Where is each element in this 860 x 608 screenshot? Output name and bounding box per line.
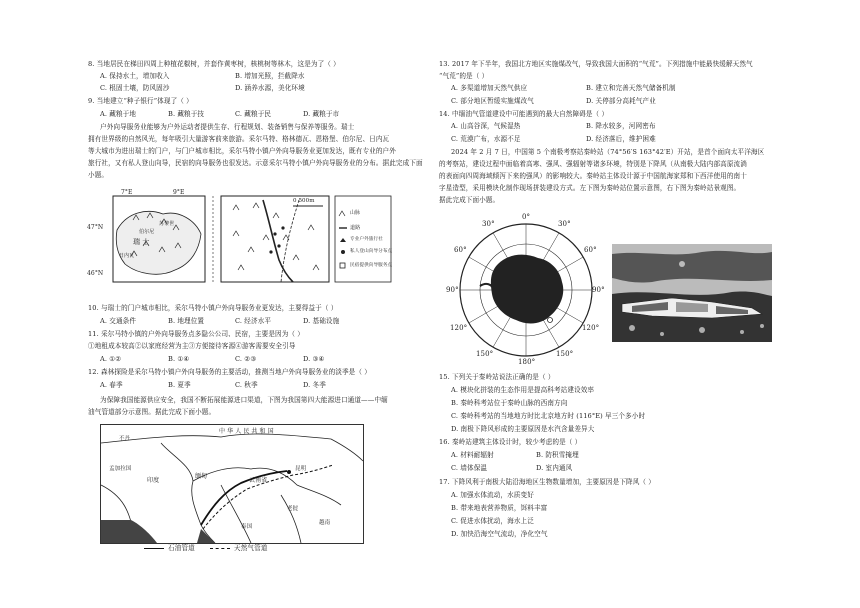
q12-option-c: C. 秋季 bbox=[235, 381, 258, 389]
antarctica-polar-map bbox=[446, 210, 606, 370]
q16-option-c: C. 墙体保温 bbox=[451, 464, 488, 472]
map1-lon-9e: 9°E bbox=[173, 189, 185, 196]
legend-homestay: 民宿提供向导服务点 bbox=[350, 263, 393, 268]
q13-stem-cont: “气荒”的是（ ） bbox=[439, 72, 489, 80]
map2-laos: 老挝 bbox=[287, 506, 299, 512]
q12-option-b: B. 夏季 bbox=[168, 381, 191, 389]
q10-option-b: B. 地理位置 bbox=[168, 317, 205, 325]
q14-option-a: A. 山高谷深，气候湿热 bbox=[451, 122, 521, 130]
q17-option-a: A. 加强水体流动，水质变好 bbox=[451, 491, 534, 499]
passage3-line2: 的考察站，建设过程中面临着高寒、强风、强辐射等诸多环境，特别是下降风（从南极大陆内部高原流淌 bbox=[439, 160, 747, 168]
q9-option-a: A. 藏粮于地 bbox=[100, 110, 137, 118]
q10-stem: 10. 与瑞士的门户城市相比，采尔马特小镇户外向导服务业更发达，主要得益于（ ） bbox=[88, 304, 338, 312]
q16-option-d: D. 室内通风 bbox=[536, 464, 573, 472]
passage1-line2: 拥有世界级的自然风光，每年吸引大量游客前来旅游。采尔马特、格林德瓦、恩格堡、伯尔尼、日内瓦 bbox=[88, 135, 390, 143]
q11-option-b: B. ①④ bbox=[168, 355, 190, 363]
map1-lon-7e: 7°E bbox=[121, 189, 133, 196]
q8-option-a: A. 保持水土，增加收入 bbox=[100, 72, 170, 80]
q11-stem: 11. 采尔马特小镇的户外向导服务点多隐公公司、民宿，主要是因为（ ） bbox=[88, 330, 304, 338]
q12-option-a: A. 春季 bbox=[100, 381, 123, 389]
q11-option-a: A. ①② bbox=[100, 355, 122, 363]
legend-oil-label: 石油管道 bbox=[168, 544, 195, 552]
passage3-line5: 据此完成下面小题。 bbox=[439, 196, 500, 204]
q11-option-c: C. ②③ bbox=[235, 355, 257, 363]
qinling-station-photo bbox=[612, 244, 772, 342]
q17-option-b: B. 带来地表营养物质，饵料丰富 bbox=[451, 504, 548, 512]
polar-label-0: 0° bbox=[522, 213, 531, 221]
passage1-line4: 旅行社，又有私人登山向导，民宿的向导服务也很发达。示意采尔马特小镇户外向导服务业的分布。据此完成下面 bbox=[88, 159, 423, 167]
q15-option-d: D. 南极下降风形成的主要原因是水汽含量差异大 bbox=[451, 425, 595, 433]
passage1-line5: 小题。 bbox=[88, 171, 109, 179]
q15-option-a: A. 模块化拼装的生态作用是提高科考站建设效率 bbox=[451, 386, 595, 394]
switzerland-map bbox=[87, 189, 393, 292]
q9-stem: 9. 当地建立“种子银行”体现了（ ） bbox=[88, 97, 193, 105]
map2-yunnan: 云南省 bbox=[249, 477, 268, 484]
q13-stem: 13. 2017 年下半年，我国北方地区实施煤改气，导致我国大面积的“气荒”。下列措施中能最快缓解天然气 bbox=[439, 60, 753, 68]
polar-label-60e: 60° bbox=[584, 246, 597, 254]
q16-stem: 16. 秦岭站建筑主体设计时，较少考虑的是（ ） bbox=[439, 438, 582, 446]
polar-label-150e: 150° bbox=[556, 350, 574, 358]
polar-label-150w: 150° bbox=[476, 350, 494, 358]
q14-stem: 14. 中缅油气管道建设中可能遇到的最大自然障碍是（ ） bbox=[439, 110, 609, 118]
polar-label-30e: 30° bbox=[558, 220, 571, 228]
q12-stem: 12. 森林探险是采尔马特小镇户外向导服务的主要活动，推测当地户外向导服务业的淡季是（ ） bbox=[88, 368, 371, 376]
q8-stem: 8. 当地居民在梯田四周上种植花椒树，并套作黄枣树，核桃树等林木，这是为了（ ） bbox=[88, 60, 340, 68]
q10-option-c: C. 经济水平 bbox=[235, 317, 272, 325]
q8-option-b: B. 增加光照，拦截降水 bbox=[235, 72, 305, 80]
q10-option-d: D. 基础设施 bbox=[303, 317, 340, 325]
polar-label-30w: 30° bbox=[482, 220, 495, 228]
legend-agency: 专业户外旅行社 bbox=[350, 237, 383, 242]
passage3-line1: 2024 年 2 月 7 日，中国第 5 个南极考察站秦岭站（74°56′S 163°42′E）开站，是首个面向太平洋海区 bbox=[451, 148, 765, 156]
q14-option-b: B. 降水较多，河网密布 bbox=[586, 122, 656, 130]
map1-scale: 0 500m bbox=[293, 198, 315, 204]
q11-choices: ①地租成本较高②以家庭经营为主③方便接待客源④游客需要安全引导 bbox=[88, 342, 296, 350]
map1-lat-47n: 47°N bbox=[87, 224, 104, 231]
q11-option-d: D. ③④ bbox=[303, 355, 325, 363]
passage3-line4: 字星造型，采用模块化制作现场拼装建设方式。左下图为秦岭站位置示意图，右下图为秦岭站景观图。 bbox=[439, 184, 741, 192]
map2-myanmar: 缅甸 bbox=[195, 473, 208, 480]
legend-road: 道路 bbox=[350, 225, 361, 231]
passage1-line3: 等大城市为进出瑞士的门户，与门户城市相比，采尔马特小镇户外向导服务业更加发达，既有专业的户外 bbox=[88, 147, 396, 155]
map2-thailand: 泰国 bbox=[241, 524, 253, 530]
map1-town-bern: 伯尔尼 bbox=[139, 229, 155, 235]
q17-option-c: C. 促进水体扰动，海水上泛 bbox=[451, 517, 534, 525]
q16-option-a: A. 材料耐辐射 bbox=[451, 451, 494, 459]
map1-country: 瑞 士 bbox=[133, 238, 150, 246]
map2-bangladesh: 孟加拉国 bbox=[109, 466, 132, 472]
q16-option-b: B. 防积雪掩埋 bbox=[536, 451, 579, 459]
q15-stem: 15. 下列关于秦岭站说法正确的是（ ） bbox=[439, 373, 555, 381]
q9-option-b: B. 藏粮于技 bbox=[168, 110, 205, 118]
q9-option-c: C. 藏粮于民 bbox=[235, 110, 272, 118]
q13-option-b: B. 建立和完善天然气储备机制 bbox=[586, 84, 676, 92]
map1-lat-46n: 46°N bbox=[87, 270, 104, 277]
q13-option-d: D. 关停部分高耗气产业 bbox=[586, 97, 656, 105]
q17-stem: 17. 下降风利于南极大陆沿海地区生物数量增加，主要原因是下降风（ ） bbox=[439, 478, 655, 486]
passage2-line2: 油气管道部分示意图。据此完成下面小题。 bbox=[88, 408, 216, 416]
polar-label-180: 180° bbox=[518, 358, 536, 366]
q9-option-d: D. 藏粮于市 bbox=[303, 110, 340, 118]
polar-label-120e: 120° bbox=[582, 324, 600, 332]
q8-option-c: C. 根固土壤，防风固沙 bbox=[100, 84, 170, 92]
q14-option-d: D. 经济落后，维护困难 bbox=[586, 135, 656, 143]
legend-mountain: 山脉 bbox=[350, 210, 361, 216]
map2-bhutan: 不丹 bbox=[119, 436, 131, 442]
q14-option-c: C. 荒漠广布，水源不足 bbox=[451, 135, 521, 143]
q13-option-a: A. 多渠道增加天然气供应 bbox=[451, 84, 528, 92]
passage2-line1: 为保障我国能源供应安全，我国不断拓展能源进口渠道，下图为我国第四大能源进口通道——中缅 bbox=[100, 396, 388, 404]
map1-town-zurich: 苏黎世 bbox=[159, 221, 175, 227]
map2-india: 印度 bbox=[147, 477, 160, 484]
legend-oil-line bbox=[144, 548, 164, 549]
polar-label-60w: 60° bbox=[454, 246, 467, 254]
q15-option-b: B. 秦岭科考站位于秦岭山脉的西南方向 bbox=[451, 399, 568, 407]
legend-gas-line bbox=[210, 548, 230, 549]
q13-option-c: C. 部分地区暂缓实施煤改气 bbox=[451, 97, 534, 105]
map1-town-geneva: 日内瓦 bbox=[119, 253, 135, 259]
polar-label-90w: 90° bbox=[446, 286, 459, 294]
map2-vietnam: 越南 bbox=[319, 520, 331, 526]
passage3-line3: 的表面向四周海域倾泻下来的强风）的影响较大。秦岭站主体设计源于中国航海家郑和下西洋使用的南十 bbox=[439, 172, 747, 180]
map2-kunming: 昆明 bbox=[295, 466, 307, 472]
passage1-line1: 户外向导服务业能够为户外运动者提供生存、行程规划、装备销售与保养等服务。瑞士 bbox=[100, 123, 355, 131]
map2-china: 中 华 人 民 共 和 国 bbox=[219, 428, 274, 435]
legend-gas-label: 天然气管道 bbox=[234, 544, 268, 552]
q12-option-d: D. 冬季 bbox=[303, 381, 326, 389]
polar-label-120w: 120° bbox=[450, 324, 468, 332]
legend-guide: 私人登山向导分布点 bbox=[350, 249, 393, 254]
q8-option-d: D. 涵养水源，美化环境 bbox=[235, 84, 305, 92]
pipeline-map bbox=[100, 424, 364, 544]
polar-label-90e: 90° bbox=[592, 286, 605, 294]
q15-option-c: C. 秦岭科考站的当地地方时比北京地方时 (116°E) 早三个多小时 bbox=[451, 412, 646, 420]
q10-option-a: A. 交通条件 bbox=[100, 317, 137, 325]
q17-option-d: D. 加快沿海空气流动，净化空气 bbox=[451, 530, 548, 538]
